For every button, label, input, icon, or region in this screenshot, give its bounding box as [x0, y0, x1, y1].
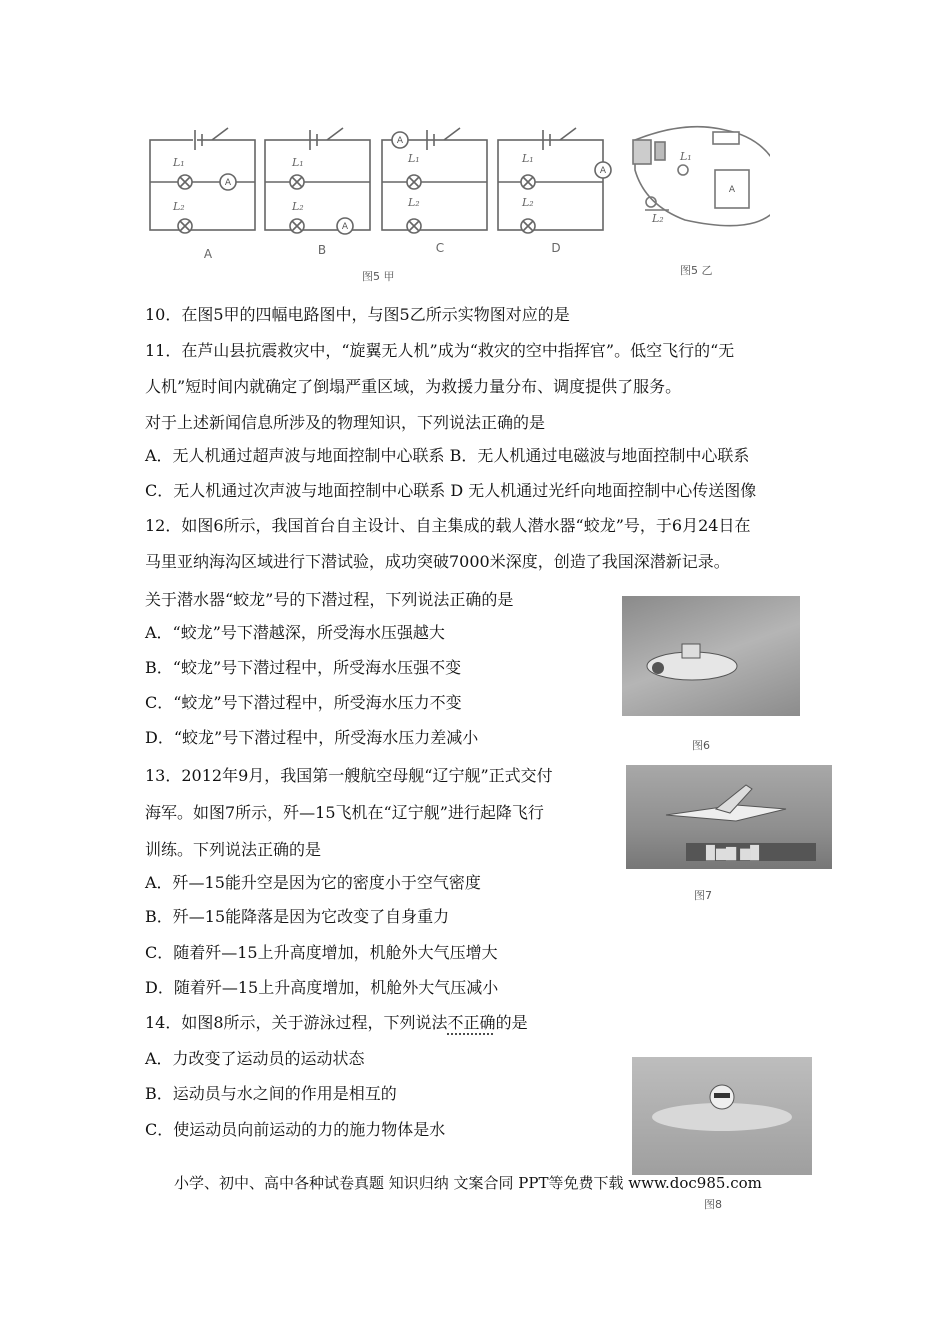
lamp1-label-d: L₁ — [522, 152, 534, 165]
circuit-label-a: A — [203, 247, 213, 261]
lamp1-label-b: L₁ — [292, 156, 304, 169]
lamp2-label-a: L₂ — [173, 200, 185, 213]
question-13-option-d: D．随着歼—15上升高度增加，机舱外大气压减小 — [145, 978, 499, 997]
question-14-stem — [145, 1013, 528, 1033]
circuit-d — [498, 128, 611, 233]
lamp2-label-c: L₂ — [408, 196, 420, 209]
question-13-option-a: A．歼—15能升空是因为它的密度小于空气密度 — [145, 873, 481, 892]
figure-7-jet-photo — [626, 765, 832, 869]
figure-5-yi-caption: 图5 乙 — [680, 264, 713, 277]
question-13-line-3: 训练。下列说法正确的是 — [145, 840, 322, 859]
question-12-line-3: 关于潜水器“蛟龙”号的下潜过程，下列说法正确的是 — [145, 590, 514, 609]
question-10: 10．在图5甲的四幅电路图中，与图5乙所示实物图对应的是 — [145, 305, 570, 324]
circuit-label-c: C — [435, 241, 445, 255]
figure-8-swimmer-photo — [632, 1057, 812, 1175]
ammeter-label-b: A — [341, 222, 349, 232]
circuit-b — [265, 128, 370, 234]
lamp2-label-d: L₂ — [522, 196, 534, 209]
circuit-label-d: D — [551, 241, 561, 255]
question-12-option-c: C．“蛟龙”号下潜过程中，所受海水压力不变 — [145, 693, 462, 712]
question-11-line-3: 对于上述新闻信息所涉及的物理知识，下列说法正确的是 — [145, 413, 546, 432]
question-12-line-2: 马里亚纳海沟区域进行下潜试验，成功突破7000米深度，创造了我国深潜新记录。 — [145, 552, 730, 571]
lamp2-label-b: L₂ — [292, 200, 304, 213]
question-11-options-ab: A．无人机通过超声波与地面控制中心联系 B．无人机通过电磁波与地面控制中心联系 — [145, 446, 750, 465]
question-11-line-1: 11．在芦山县抗震救灾中，“旋翼无人机”成为“救灾的空中指挥官”。低空飞行的“无 — [145, 341, 735, 360]
question-14-stem-end: 的是 — [495, 1013, 528, 1032]
figure-6-submersible-photo — [622, 596, 800, 716]
ammeter-label-a: A — [224, 178, 232, 188]
question-14-emphasis: 不正确 — [447, 1013, 496, 1032]
lamp1-label-a: L₁ — [173, 156, 185, 169]
footer-text: 小学、初中、高中各种试卷真题 知识归纳 文案合同 PPT等免费下载 www.doc985.com — [174, 1174, 762, 1192]
ammeter-label-d: A — [599, 166, 607, 176]
question-12-line-1: 12．如图6所示，我国首台自主设计、自主集成的载人潜水器“蛟龙”号，于6月24日在 — [145, 516, 751, 535]
figure-5-jia-caption: 图5 甲 — [362, 270, 395, 283]
svg-text:▉▆▇ ▆▉: ▉▆▇ ▆▉ — [706, 846, 761, 861]
lamp1-label-c: L₁ — [408, 152, 420, 165]
question-14-option-c: C．使运动员向前运动的力的施力物体是水 — [145, 1120, 446, 1139]
circuit-a — [150, 128, 255, 233]
physical-circuit-sketch — [633, 127, 770, 226]
figure-7-caption: 图7 — [694, 889, 712, 902]
question-13-option-c: C．随着歼—15上升高度增加，机舱外大气压增大 — [145, 943, 498, 962]
question-14-stem-start: 14．如图8所示，关于游泳过程，下列说法 — [145, 1013, 448, 1032]
question-13-option-b: B．歼—15能降落是因为它改变了自身重力 — [145, 907, 450, 926]
figure-6-caption: 图6 — [692, 739, 710, 752]
figure-8-caption: 图8 — [704, 1198, 722, 1211]
question-12-option-b: B．“蛟龙”号下潜过程中，所受海水压强不变 — [145, 658, 462, 677]
circuit-label-b: B — [317, 243, 327, 257]
lamp1-label-sketch: L₁ — [680, 150, 692, 163]
question-12-option-d: D．“蛟龙”号下潜过程中，所受海水压力差减小 — [145, 728, 479, 747]
question-11-line-2: 人机”短时间内就确定了倒塌严重区域，为救援力量分布、调度提供了服务。 — [145, 377, 682, 396]
question-12-option-a: A．“蛟龙”号下潜越深，所受海水压强越大 — [145, 623, 445, 642]
ammeter-label-sketch: A — [728, 185, 736, 195]
figure-5-circuits — [140, 110, 770, 380]
ammeter-label-c: A — [396, 136, 404, 146]
question-13-line-2: 海军。如图7所示，歼—15飞机在“辽宁舰”进行起降飞行 — [145, 803, 544, 822]
question-14-option-a: A．力改变了运动员的运动状态 — [145, 1049, 365, 1068]
question-13-line-1: 13．2012年9月，我国第一艘航空母舰“辽宁舰”正式交付 — [145, 766, 553, 785]
question-14-option-b: B．运动员与水之间的作用是相互的 — [145, 1084, 397, 1103]
lamp2-label-sketch: L₂ — [652, 212, 664, 225]
question-11-options-cd: C．无人机通过次声波与地面控制中心联系 D 无人机通过光纤向地面控制中心传送图像 — [145, 481, 757, 500]
